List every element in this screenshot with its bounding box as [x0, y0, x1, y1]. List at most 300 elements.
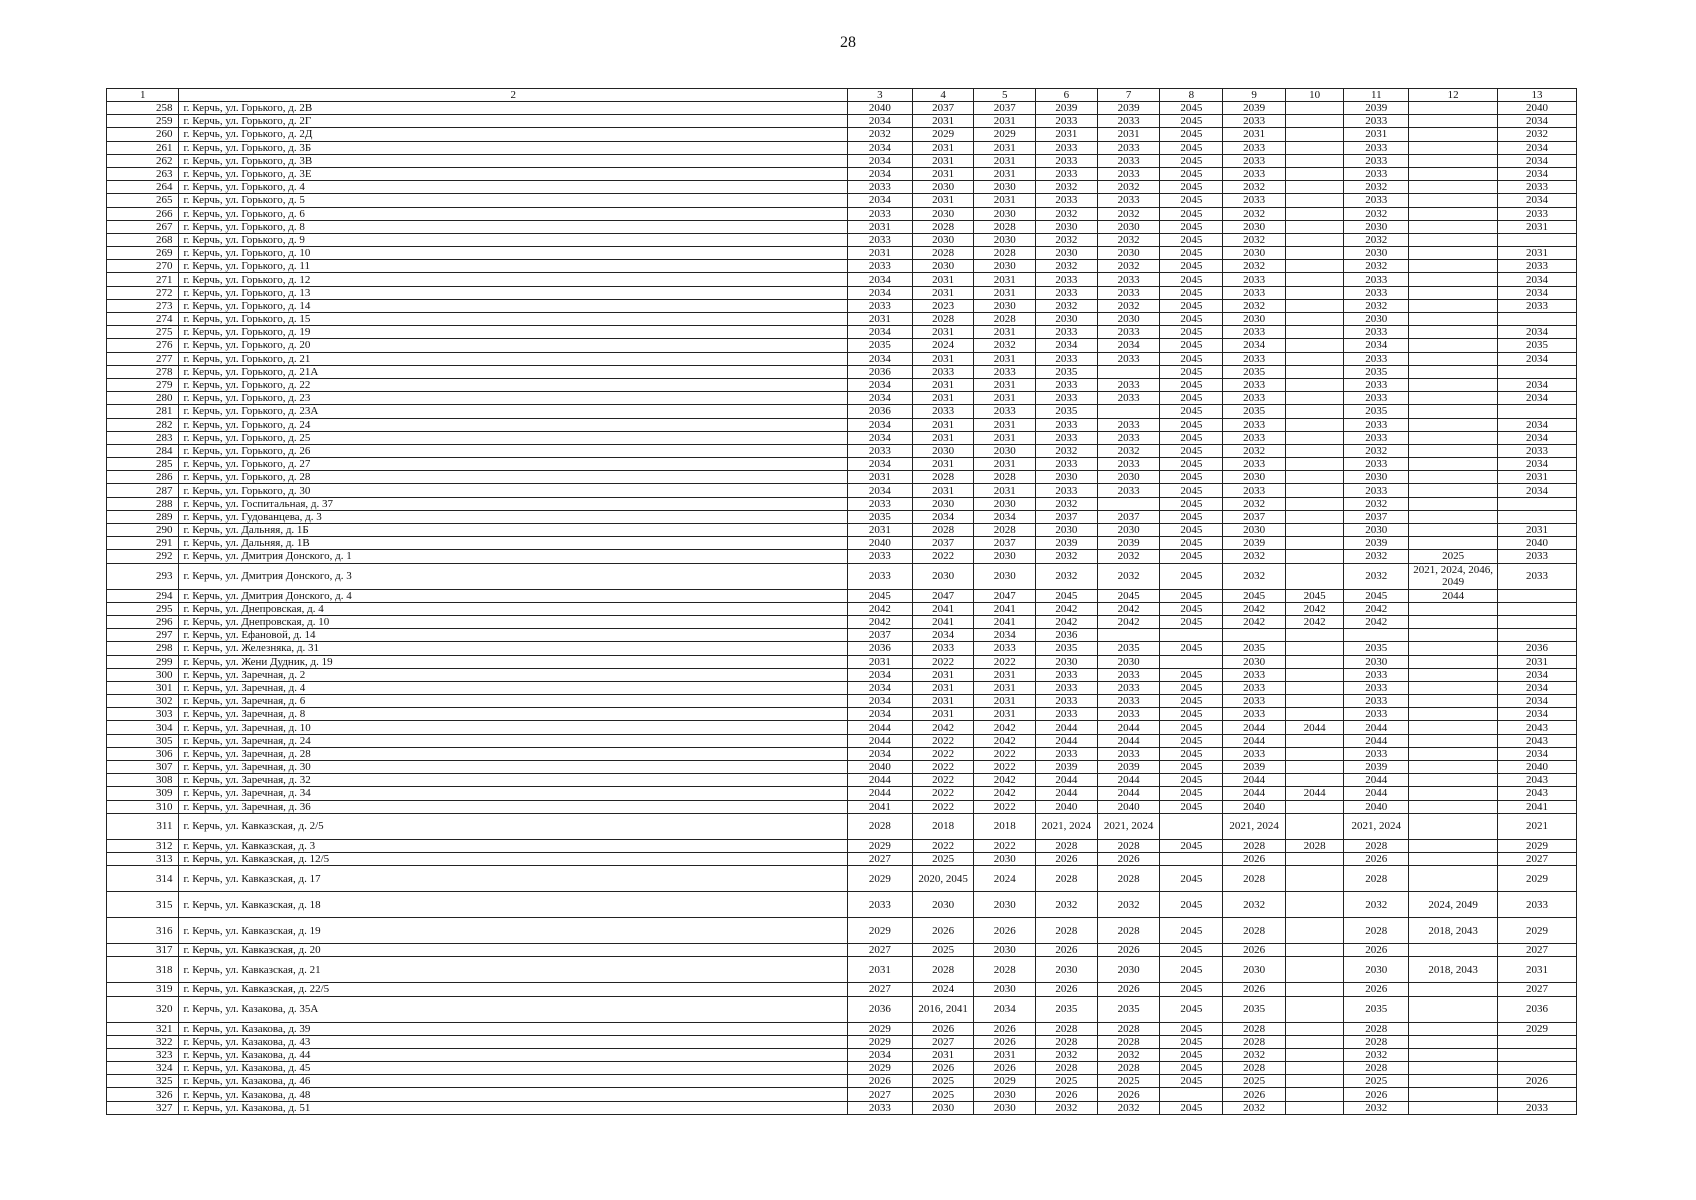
year-cell-col-5: 2026	[974, 1062, 1036, 1075]
year-cell-col-10	[1285, 444, 1343, 457]
year-cell-col-11: 2035	[1344, 642, 1409, 655]
year-cell-col-4: 2031	[912, 431, 974, 444]
row-number-cell: 316	[107, 918, 179, 944]
year-cell-col-12	[1409, 866, 1498, 892]
address-cell: г. Керчь, ул. Казакова, д. 39	[179, 1022, 847, 1035]
year-cell-col-7: 2035	[1097, 642, 1160, 655]
year-cell-col-10	[1285, 194, 1343, 207]
year-cell-col-10: 2042	[1285, 615, 1343, 628]
year-cell-col-9: 2030	[1223, 247, 1286, 260]
year-cell-col-9: 2033	[1223, 747, 1286, 760]
year-cell-col-4: 2033	[912, 642, 974, 655]
year-cell-col-12	[1409, 260, 1498, 273]
year-cell-col-3: 2029	[847, 918, 912, 944]
row-number-cell: 300	[107, 668, 179, 681]
year-cell-col-10	[1285, 115, 1343, 128]
year-cell-col-3: 2034	[847, 194, 912, 207]
row-number-cell: 322	[107, 1035, 179, 1048]
year-cell-col-11: 2033	[1344, 378, 1409, 391]
year-cell-col-11: 2032	[1344, 207, 1409, 220]
year-cell-col-8: 2045	[1160, 339, 1223, 352]
year-cell-col-12	[1409, 747, 1498, 760]
year-cell-col-6: 2032	[1036, 233, 1098, 246]
year-cell-col-12	[1409, 510, 1498, 523]
year-cell-col-9: 2032	[1223, 892, 1286, 918]
year-cell-col-6: 2033	[1036, 484, 1098, 497]
address-cell: г. Керчь, ул. Заречная, д. 8	[179, 708, 847, 721]
year-cell-col-4: 2031	[912, 154, 974, 167]
year-cell-col-3: 2033	[847, 1101, 912, 1114]
address-cell: г. Керчь, ул. Горького, д. 10	[179, 247, 847, 260]
year-cell-col-10	[1285, 918, 1343, 944]
year-cell-col-7: 2033	[1097, 115, 1160, 128]
year-cell-col-10	[1285, 537, 1343, 550]
year-cell-col-8: 2045	[1160, 761, 1223, 774]
year-cell-col-13: 2043	[1497, 721, 1576, 734]
year-cell-col-12	[1409, 365, 1498, 378]
year-cell-col-13: 2031	[1497, 247, 1576, 260]
year-cell-col-11: 2033	[1344, 431, 1409, 444]
year-cell-col-12	[1409, 668, 1498, 681]
year-cell-col-13: 2034	[1497, 378, 1576, 391]
year-cell-col-4: 2030	[912, 444, 974, 457]
year-cell-col-12: 2044	[1409, 589, 1498, 602]
row-number-cell: 291	[107, 537, 179, 550]
year-cell-col-3: 2035	[847, 510, 912, 523]
row-number-cell: 308	[107, 774, 179, 787]
year-cell-col-10	[1285, 642, 1343, 655]
year-cell-col-11: 2028	[1344, 1062, 1409, 1075]
year-cell-col-11: 2033	[1344, 194, 1409, 207]
year-cell-col-7	[1097, 405, 1160, 418]
year-cell-col-10	[1285, 774, 1343, 787]
year-cell-col-10: 2044	[1285, 721, 1343, 734]
year-cell-col-12	[1409, 1075, 1498, 1088]
year-cell-col-5: 2022	[974, 761, 1036, 774]
year-cell-col-11: 2028	[1344, 1035, 1409, 1048]
year-cell-col-4: 2026	[912, 918, 974, 944]
year-cell-col-6: 2030	[1036, 220, 1098, 233]
year-cell-col-3: 2029	[847, 1022, 912, 1035]
year-cell-col-6: 2028	[1036, 1035, 1098, 1048]
year-cell-col-12	[1409, 128, 1498, 141]
year-cell-col-3: 2034	[847, 141, 912, 154]
row-number-cell: 273	[107, 299, 179, 312]
table-row	[107, 115, 1577, 128]
year-cell-col-9: 2033	[1223, 418, 1286, 431]
year-cell-col-9: 2032	[1223, 563, 1286, 589]
year-cell-col-3: 2027	[847, 944, 912, 957]
year-cell-col-5: 2026	[974, 918, 1036, 944]
year-cell-col-4: 2026	[912, 1062, 974, 1075]
year-cell-col-4: 2025	[912, 1075, 974, 1088]
year-cell-col-9: 2026	[1223, 1088, 1286, 1101]
year-cell-col-3: 2036	[847, 405, 912, 418]
table-row	[107, 681, 1577, 694]
year-cell-col-9: 2033	[1223, 431, 1286, 444]
year-cell-col-6: 2026	[1036, 1088, 1098, 1101]
year-cell-col-7: 2030	[1097, 471, 1160, 484]
year-cell-col-7: 2039	[1097, 537, 1160, 550]
year-cell-col-7: 2028	[1097, 1035, 1160, 1048]
year-cell-col-5: 2018	[974, 813, 1036, 839]
year-cell-col-13	[1497, 405, 1576, 418]
row-number-cell: 314	[107, 866, 179, 892]
year-cell-col-6: 2035	[1036, 365, 1098, 378]
table-row	[107, 299, 1577, 312]
year-cell-col-9: 2025	[1223, 1075, 1286, 1088]
address-cell: г. Керчь, ул. Горького, д. 3В	[179, 154, 847, 167]
year-cell-col-8: 2045	[1160, 615, 1223, 628]
year-cell-col-12	[1409, 207, 1498, 220]
year-cell-col-4: 2034	[912, 510, 974, 523]
table-row	[107, 207, 1577, 220]
year-cell-col-8: 2045	[1160, 510, 1223, 523]
year-cell-col-9: 2028	[1223, 839, 1286, 852]
address-cell: г. Керчь, ул. Заречная, д. 30	[179, 761, 847, 774]
year-cell-col-6: 2032	[1036, 181, 1098, 194]
year-cell-col-11: 2025	[1344, 1075, 1409, 1088]
year-cell-col-3: 2042	[847, 615, 912, 628]
year-cell-col-11: 2042	[1344, 615, 1409, 628]
address-cell: г. Керчь, ул. Днепровская, д. 10	[179, 615, 847, 628]
year-cell-col-4: 2031	[912, 115, 974, 128]
year-cell-col-12	[1409, 378, 1498, 391]
year-cell-col-13: 2040	[1497, 761, 1576, 774]
year-cell-col-9: 2033	[1223, 392, 1286, 405]
year-cell-col-7: 2042	[1097, 602, 1160, 615]
column-header-2: 2	[179, 89, 847, 102]
column-header-8: 8	[1160, 89, 1223, 102]
address-cell: г. Керчь, ул. Дмитрия Донского, д. 3	[179, 563, 847, 589]
year-cell-col-6: 2033	[1036, 668, 1098, 681]
year-cell-col-12	[1409, 326, 1498, 339]
year-cell-col-10	[1285, 761, 1343, 774]
year-cell-col-3: 2034	[847, 392, 912, 405]
year-cell-col-13: 2034	[1497, 458, 1576, 471]
address-cell: г. Керчь, ул. Горького, д. 21	[179, 352, 847, 365]
column-header-6: 6	[1036, 89, 1098, 102]
year-cell-col-9: 2033	[1223, 273, 1286, 286]
year-cell-col-13: 2034	[1497, 326, 1576, 339]
year-cell-col-10	[1285, 866, 1343, 892]
year-cell-col-4: 2018	[912, 813, 974, 839]
year-cell-col-6: 2033	[1036, 273, 1098, 286]
year-cell-col-13: 2043	[1497, 774, 1576, 787]
year-cell-col-5: 2031	[974, 154, 1036, 167]
year-cell-col-4: 2031	[912, 141, 974, 154]
year-cell-col-5: 2033	[974, 365, 1036, 378]
year-cell-col-6: 2030	[1036, 313, 1098, 326]
year-cell-col-4: 2031	[912, 378, 974, 391]
year-cell-col-9: 2028	[1223, 866, 1286, 892]
year-cell-col-6: 2037	[1036, 510, 1098, 523]
table-row	[107, 128, 1577, 141]
year-cell-col-13	[1497, 589, 1576, 602]
year-cell-col-11: 2033	[1344, 352, 1409, 365]
year-cell-col-4: 2031	[912, 484, 974, 497]
year-cell-col-9: 2040	[1223, 800, 1286, 813]
year-cell-col-10	[1285, 339, 1343, 352]
table-row	[107, 892, 1577, 918]
year-cell-col-3: 2033	[847, 181, 912, 194]
year-cell-col-6: 2026	[1036, 983, 1098, 996]
table-row	[107, 431, 1577, 444]
year-cell-col-4: 2027	[912, 1035, 974, 1048]
year-cell-col-5: 2047	[974, 589, 1036, 602]
year-cell-col-13: 2033	[1497, 207, 1576, 220]
table-row	[107, 247, 1577, 260]
year-cell-col-8: 2045	[1160, 154, 1223, 167]
year-cell-col-10	[1285, 286, 1343, 299]
year-cell-col-10	[1285, 708, 1343, 721]
address-cell: г. Керчь, ул. Железняка, д. 31	[179, 642, 847, 655]
year-cell-col-12	[1409, 233, 1498, 246]
year-cell-col-3: 2044	[847, 721, 912, 734]
year-cell-col-5: 2041	[974, 615, 1036, 628]
year-cell-col-10	[1285, 747, 1343, 760]
year-cell-col-5: 2030	[974, 892, 1036, 918]
year-cell-col-4: 2037	[912, 537, 974, 550]
address-cell: г. Керчь, ул. Горького, д. 2В	[179, 102, 847, 115]
year-cell-col-8: 2045	[1160, 444, 1223, 457]
row-number-cell: 275	[107, 326, 179, 339]
year-cell-col-11: 2021, 2024	[1344, 813, 1409, 839]
year-cell-col-12	[1409, 247, 1498, 260]
year-cell-col-9: 2028	[1223, 918, 1286, 944]
year-cell-col-13	[1497, 510, 1576, 523]
year-cell-col-4: 2025	[912, 944, 974, 957]
year-cell-col-11: 2032	[1344, 1101, 1409, 1114]
year-cell-col-3: 2034	[847, 681, 912, 694]
year-cell-col-8: 2045	[1160, 721, 1223, 734]
year-cell-col-8	[1160, 655, 1223, 668]
year-cell-col-12	[1409, 996, 1498, 1022]
year-cell-col-5: 2031	[974, 668, 1036, 681]
year-cell-col-8: 2045	[1160, 247, 1223, 260]
year-cell-col-10	[1285, 471, 1343, 484]
year-cell-col-3: 2032	[847, 128, 912, 141]
year-cell-col-9: 2042	[1223, 602, 1286, 615]
year-cell-col-10	[1285, 957, 1343, 983]
year-cell-col-5: 2034	[974, 510, 1036, 523]
year-cell-col-6: 2030	[1036, 957, 1098, 983]
year-cell-col-12	[1409, 431, 1498, 444]
year-cell-col-4: 2028	[912, 313, 974, 326]
year-cell-col-13: 2035	[1497, 339, 1576, 352]
year-cell-col-11: 2032	[1344, 260, 1409, 273]
year-cell-col-3: 2029	[847, 1062, 912, 1075]
year-cell-col-7: 2030	[1097, 220, 1160, 233]
column-header-1: 1	[107, 89, 179, 102]
table-row	[107, 392, 1577, 405]
year-cell-col-5: 2042	[974, 721, 1036, 734]
year-cell-col-4: 2031	[912, 1048, 974, 1061]
year-cell-col-13: 2034	[1497, 154, 1576, 167]
address-cell: г. Керчь, ул. Дмитрия Донского, д. 1	[179, 550, 847, 563]
year-cell-col-10	[1285, 1035, 1343, 1048]
year-cell-col-7: 2035	[1097, 996, 1160, 1022]
year-cell-col-11: 2042	[1344, 602, 1409, 615]
row-number-cell: 313	[107, 852, 179, 865]
year-cell-col-9: 2033	[1223, 484, 1286, 497]
year-cell-col-5: 2031	[974, 326, 1036, 339]
row-number-cell: 259	[107, 115, 179, 128]
year-cell-col-12	[1409, 102, 1498, 115]
year-cell-col-4: 2028	[912, 524, 974, 537]
year-cell-col-5: 2031	[974, 167, 1036, 180]
year-cell-col-5: 2031	[974, 286, 1036, 299]
year-cell-col-11: 2044	[1344, 774, 1409, 787]
year-cell-col-12	[1409, 734, 1498, 747]
year-cell-col-3: 2033	[847, 497, 912, 510]
year-cell-col-8: 2045	[1160, 260, 1223, 273]
address-cell: г. Керчь, ул. Кавказская, д. 18	[179, 892, 847, 918]
address-cell: г. Керчь, ул. Кавказская, д. 17	[179, 866, 847, 892]
year-cell-col-10: 2028	[1285, 839, 1343, 852]
year-cell-col-11: 2039	[1344, 761, 1409, 774]
year-cell-col-3: 2027	[847, 1088, 912, 1101]
year-cell-col-11: 2032	[1344, 563, 1409, 589]
year-cell-col-12	[1409, 537, 1498, 550]
year-cell-col-11: 2032	[1344, 497, 1409, 510]
year-cell-col-4: 2022	[912, 839, 974, 852]
column-header-7: 7	[1097, 89, 1160, 102]
year-cell-col-6: 2033	[1036, 154, 1098, 167]
table-row	[107, 813, 1577, 839]
table-row	[107, 918, 1577, 944]
year-cell-col-9: 2033	[1223, 154, 1286, 167]
year-cell-col-9: 2032	[1223, 444, 1286, 457]
address-cell: г. Керчь, ул. Кавказская, д. 20	[179, 944, 847, 957]
table-row	[107, 273, 1577, 286]
address-cell: г. Керчь, ул. Дальняя, д. 1В	[179, 537, 847, 550]
year-cell-col-3: 2034	[847, 352, 912, 365]
table-row	[107, 102, 1577, 115]
table-row	[107, 1088, 1577, 1101]
year-cell-col-8	[1160, 1088, 1223, 1101]
year-cell-col-6: 2033	[1036, 378, 1098, 391]
year-cell-col-8: 2045	[1160, 458, 1223, 471]
row-number-cell: 319	[107, 983, 179, 996]
year-cell-col-3: 2034	[847, 115, 912, 128]
year-cell-col-12	[1409, 299, 1498, 312]
year-cell-col-7: 2028	[1097, 1062, 1160, 1075]
row-number-cell: 266	[107, 207, 179, 220]
year-cell-col-7: 2032	[1097, 207, 1160, 220]
year-cell-col-5: 2030	[974, 563, 1036, 589]
year-cell-col-11: 2030	[1344, 313, 1409, 326]
address-cell: г. Керчь, ул. Кавказская, д. 19	[179, 918, 847, 944]
year-cell-col-12	[1409, 286, 1498, 299]
year-cell-col-8: 2045	[1160, 233, 1223, 246]
year-cell-col-13: 2029	[1497, 866, 1576, 892]
year-cell-col-7: 2026	[1097, 983, 1160, 996]
year-cell-col-13: 2034	[1497, 194, 1576, 207]
year-cell-col-11: 2033	[1344, 668, 1409, 681]
year-cell-col-12	[1409, 1035, 1498, 1048]
year-cell-col-3: 2034	[847, 326, 912, 339]
year-cell-col-8: 2045	[1160, 378, 1223, 391]
year-cell-col-13: 2034	[1497, 431, 1576, 444]
year-cell-col-7: 2032	[1097, 233, 1160, 246]
year-cell-col-11: 2030	[1344, 957, 1409, 983]
row-number-cell: 294	[107, 589, 179, 602]
year-cell-col-12	[1409, 1022, 1498, 1035]
address-cell: г. Керчь, ул. Казакова, д. 46	[179, 1075, 847, 1088]
year-cell-col-7: 2039	[1097, 761, 1160, 774]
year-cell-col-12	[1409, 273, 1498, 286]
year-cell-col-5: 2030	[974, 299, 1036, 312]
year-cell-col-10	[1285, 233, 1343, 246]
year-cell-col-3: 2034	[847, 418, 912, 431]
year-cell-col-13: 2033	[1497, 260, 1576, 273]
year-cell-col-4: 2041	[912, 602, 974, 615]
year-cell-col-3: 2036	[847, 996, 912, 1022]
column-header-4: 4	[912, 89, 974, 102]
year-cell-col-12	[1409, 458, 1498, 471]
year-cell-col-12	[1409, 761, 1498, 774]
year-cell-col-11: 2035	[1344, 405, 1409, 418]
year-cell-col-8: 2045	[1160, 431, 1223, 444]
year-cell-col-6: 2032	[1036, 207, 1098, 220]
year-cell-col-12	[1409, 484, 1498, 497]
year-cell-col-10	[1285, 273, 1343, 286]
year-cell-col-11: 2030	[1344, 220, 1409, 233]
year-cell-col-13: 2034	[1497, 352, 1576, 365]
year-cell-col-12	[1409, 154, 1498, 167]
address-cell: г. Керчь, ул. Казакова, д. 43	[179, 1035, 847, 1048]
year-cell-col-7: 2033	[1097, 418, 1160, 431]
year-cell-col-4: 2020, 2045	[912, 866, 974, 892]
year-cell-col-13	[1497, 602, 1576, 615]
year-cell-col-7: 2028	[1097, 866, 1160, 892]
address-cell: г. Керчь, ул. Кавказская, д. 22/5	[179, 983, 847, 996]
year-cell-col-8: 2045	[1160, 181, 1223, 194]
year-cell-col-7: 2044	[1097, 774, 1160, 787]
year-cell-col-13: 2036	[1497, 642, 1576, 655]
year-cell-col-6: 2032	[1036, 260, 1098, 273]
address-cell: г. Керчь, ул. Горького, д. 13	[179, 286, 847, 299]
year-cell-col-5: 2031	[974, 418, 1036, 431]
year-cell-col-5: 2031	[974, 273, 1036, 286]
year-cell-col-10	[1285, 1075, 1343, 1088]
year-cell-col-8: 2045	[1160, 1035, 1223, 1048]
year-cell-col-4: 2022	[912, 747, 974, 760]
year-cell-col-7: 2033	[1097, 141, 1160, 154]
year-cell-col-11: 2040	[1344, 800, 1409, 813]
year-cell-col-11: 2033	[1344, 141, 1409, 154]
year-cell-col-11: 2033	[1344, 273, 1409, 286]
address-cell: г. Керчь, ул. Горького, д. 22	[179, 378, 847, 391]
year-cell-col-5: 2030	[974, 1101, 1036, 1114]
year-cell-col-9: 2021, 2024	[1223, 813, 1286, 839]
year-cell-col-9: 2032	[1223, 1101, 1286, 1114]
year-cell-col-4: 2026	[912, 1022, 974, 1035]
year-cell-col-9: 2039	[1223, 102, 1286, 115]
year-cell-col-4: 2030	[912, 1101, 974, 1114]
year-cell-col-12	[1409, 708, 1498, 721]
year-cell-col-5: 2031	[974, 681, 1036, 694]
year-cell-col-9: 2033	[1223, 326, 1286, 339]
year-cell-col-12	[1409, 181, 1498, 194]
year-cell-col-9: 2028	[1223, 1035, 1286, 1048]
year-cell-col-11: 2032	[1344, 550, 1409, 563]
row-number-cell: 269	[107, 247, 179, 260]
year-cell-col-6: 2028	[1036, 839, 1098, 852]
address-cell: г. Керчь, ул. Горького, д. 15	[179, 313, 847, 326]
year-cell-col-12: 2021, 2024, 2046, 2049	[1409, 563, 1498, 589]
